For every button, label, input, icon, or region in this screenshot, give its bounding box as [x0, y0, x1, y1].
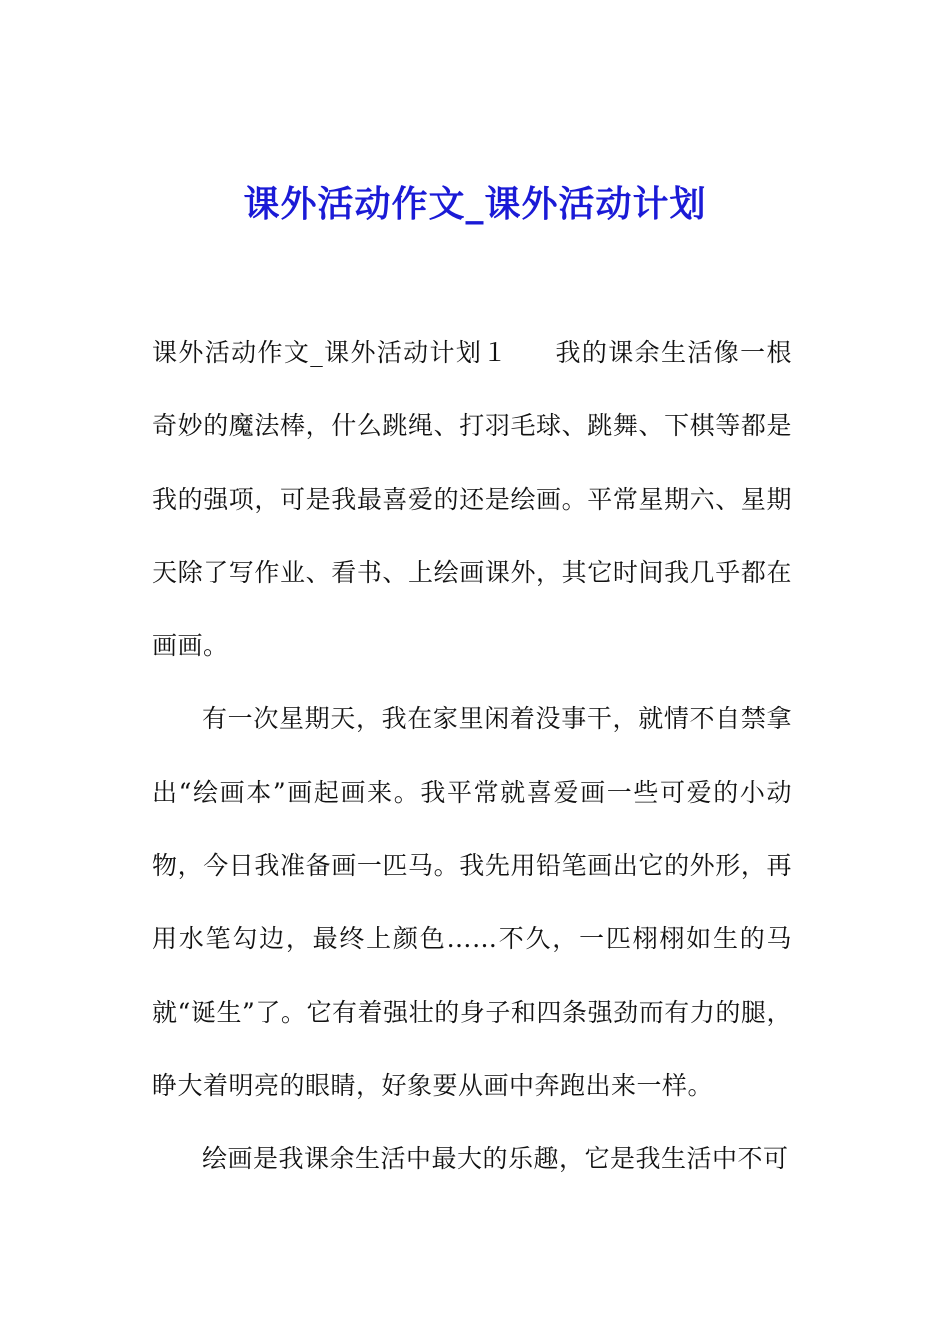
- paragraph-1-text: 我的课余生活像一根奇妙的魔法棒，什么跳绳、打羽毛球、跳舞、下棋等都是我的强项，可是我最喜爱的还是绘画。平常星期六、星期天除了写作业、看书、上绘画课外，其它时间我几乎都在画画。: [152, 338, 792, 661]
- paragraph-1-lead: 课外活动作文_课外活动计划１: [152, 338, 509, 367]
- paragraph-3: 绘画是我课余生活中最大的乐趣，它是我生活中不可: [202, 1144, 789, 1174]
- document-title: 课外活动作文_课外活动计划: [243, 183, 707, 225]
- document-body: [152, 316, 792, 1196]
- paragraph-2: 有一次星期天，我在家里闲着没事干，就情不自禁拿出“绘画本”画起画来。我平常就喜爱画一些可爱的小动物，今日我准备画一匹马。我先用铅笔画出它的外形，再用水笔勾边，最终上颜色……不久，一匹栩栩如生的马就“诞生”了。它有着强壮的身子和四条强劲而有力的腿，睁大着明亮的眼睛，好象要从画中奔跑出来一样。: [152, 704, 792, 1100]
- paragraph-1: [152, 316, 792, 682]
